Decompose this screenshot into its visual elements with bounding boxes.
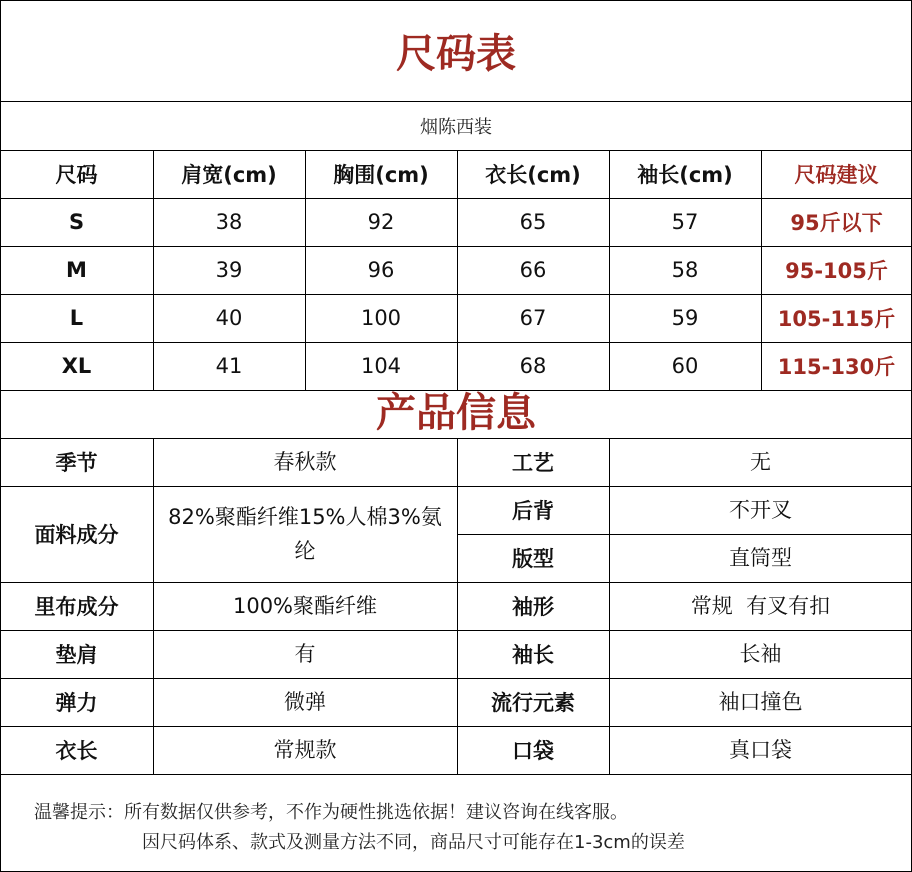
label-garment-length: 衣长 <box>55 739 98 763</box>
value-sleeve-length: 长袖 <box>739 642 782 666</box>
product-name: 烟陈西装 <box>420 116 492 138</box>
section-title-product-info: 产品信息 <box>376 390 536 436</box>
label-sleeve-shape: 袖形 <box>512 595 554 619</box>
value-back: 不开叉 <box>729 498 792 522</box>
header-advice: 尺码建议 <box>794 163 879 187</box>
label-shoulder-pad: 垫肩 <box>55 643 98 667</box>
chest-cell: 96 <box>367 258 395 282</box>
length-cell: 65 <box>519 210 547 234</box>
label-fit: 版型 <box>512 547 554 571</box>
value-garment-length: 常规款 <box>273 738 337 762</box>
label-season: 季节 <box>55 451 98 475</box>
label-back: 后背 <box>512 499 554 523</box>
advice-cell: 95-105斤 <box>785 259 888 283</box>
value-sleeve-shape: 常规 有叉有扣 <box>690 594 831 618</box>
header-length: 衣长(cm) <box>485 163 581 187</box>
shoulder-cell: 38 <box>215 210 243 234</box>
value-trend: 袖口撞色 <box>718 690 803 714</box>
chest-cell: 100 <box>360 306 402 330</box>
value-fit: 直筒型 <box>729 546 792 570</box>
shoulder-cell: 39 <box>215 258 243 282</box>
header-size: 尺码 <box>55 163 98 187</box>
label-trend: 流行元素 <box>491 691 575 715</box>
shoulder-cell: 40 <box>215 306 243 330</box>
note-line-2: 因尺码体系、款式及测量方法不同，商品尺寸可能存在1-3cm的误差 <box>142 832 685 853</box>
length-cell: 66 <box>519 258 547 282</box>
value-lining: 100%聚酯纤维 <box>232 594 378 618</box>
label-pocket: 口袋 <box>512 739 554 763</box>
chest-cell: 92 <box>367 210 395 234</box>
length-cell: 67 <box>519 306 547 330</box>
size-cell: M <box>66 258 87 282</box>
advice-cell: 95斤以下 <box>790 211 883 235</box>
page-title: 尺码表 <box>396 31 516 77</box>
chest-cell: 104 <box>360 354 402 378</box>
length-cell: 68 <box>519 354 547 378</box>
header-chest: 胸围(cm) <box>333 163 429 187</box>
size-cell: S <box>68 210 85 234</box>
size-cell: XL <box>61 354 92 378</box>
sleeve-cell: 60 <box>671 354 699 378</box>
value-fabric: 82%聚酯纤维15%人棉3%氨纶 <box>168 505 442 563</box>
label-fabric: 面料成分 <box>34 523 119 547</box>
value-shoulder-pad: 有 <box>294 642 316 666</box>
label-sleeve-length: 袖长 <box>512 643 554 667</box>
value-season: 春秋款 <box>273 450 337 474</box>
header-sleeve: 袖长(cm) <box>637 163 733 187</box>
sleeve-cell: 59 <box>671 306 699 330</box>
header-shoulder: 肩宽(cm) <box>181 163 277 187</box>
value-elasticity: 微弹 <box>284 690 326 714</box>
label-lining: 里布成分 <box>34 595 119 619</box>
value-pocket: 真口袋 <box>729 738 792 762</box>
size-cell: L <box>69 306 84 330</box>
sleeve-cell: 58 <box>671 258 699 282</box>
advice-cell: 105-115斤 <box>777 307 896 331</box>
label-craft: 工艺 <box>512 451 554 475</box>
label-elasticity: 弹力 <box>55 691 98 715</box>
value-craft: 无 <box>750 450 771 474</box>
sleeve-cell: 57 <box>671 210 699 234</box>
note-line-1: 温馨提示：所有数据仅供参考，不作为硬性挑选依据！建议咨询在线客服。 <box>34 802 628 823</box>
shoulder-cell: 41 <box>215 354 243 378</box>
advice-cell: 115-130斤 <box>777 355 896 379</box>
